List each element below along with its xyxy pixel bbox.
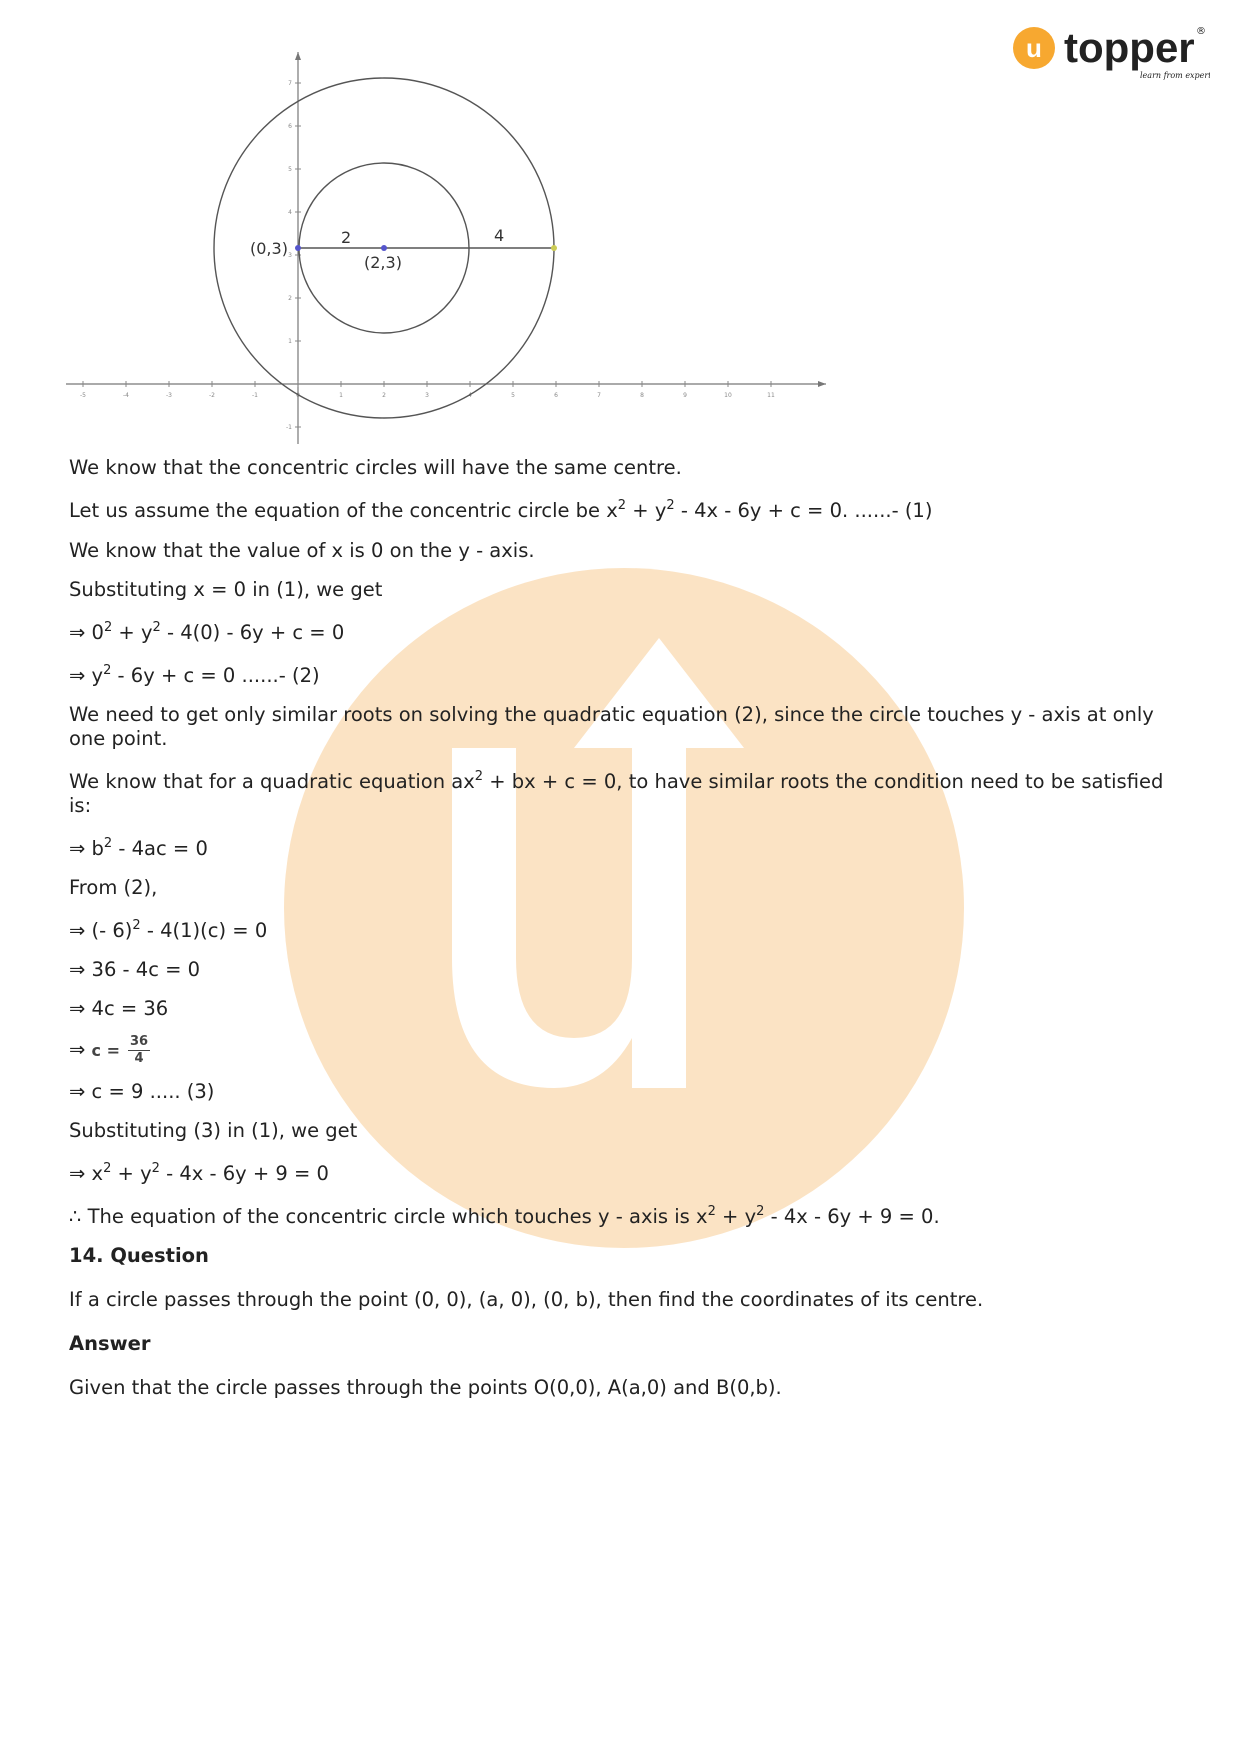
y-tick-label: 1 [288, 338, 292, 345]
equation-line-5: ⇒ $0^2 + y^2 - 4(0) - 6y + c = 0$ [69, 619, 345, 644]
geometry-figure [66, 52, 836, 444]
point-b-marker [551, 245, 557, 251]
text-line-10: From (2), [69, 876, 158, 899]
y-tick-label: 4 [288, 209, 292, 216]
x-tick-label: 7 [597, 392, 601, 399]
equation-line-9: ⇒ $b^2 - 4ac = 0$ [69, 835, 208, 860]
question-text: If a circle passes through the point (0, 0), (a, 0), (0, b), then find the coordinates of its centre. [69, 1288, 984, 1311]
y-tick-label: -1 [286, 424, 292, 431]
x-tick-label: 2 [382, 392, 386, 399]
x-axis-arrow-icon [818, 381, 826, 387]
label-radius-small: 2 [341, 228, 352, 247]
x-tick-label: 9 [683, 392, 687, 399]
x-tick-label: 1 [339, 392, 343, 399]
answer-title: Answer [69, 1332, 151, 1355]
label-centre: (2,3) [364, 253, 402, 272]
registered-mark: ® [1196, 26, 1206, 37]
equation-line-17: ⇒ $x^2 + y^2 - 4x - 6y + 9 = 0$ [69, 1160, 329, 1185]
point-a-marker [295, 245, 301, 251]
y-tick-label: 2 [288, 295, 292, 302]
fraction: $\frac{36}{4}$ [130, 1034, 149, 1066]
y-tick-label: 6 [288, 123, 292, 130]
text-line-8: We know that for a quadratic equation $ax^2$ + bx + c = 0, to have similar roots the condition need to be satisfied is: [69, 768, 1164, 817]
question-title: 14. Question [69, 1244, 209, 1267]
x-tick-label: -3 [166, 392, 172, 399]
equation-line-13: ⇒ 4c = 36 [69, 997, 169, 1020]
text-line-4: Substituting x = 0 in (1), we get [69, 578, 383, 601]
x-tick-label: 4 [468, 392, 472, 399]
equation-line-11: ⇒ (- 6)$^2$ - 4(1)(c) = 0 [69, 917, 268, 942]
label-radius-big: 4 [494, 226, 505, 245]
brand-tagline: learn from experts [1140, 71, 1210, 80]
x-tick-label: 6 [554, 392, 558, 399]
x-tick-label: 11 [767, 392, 775, 399]
equation-line-6: ⇒ $y^2 - 6y + c = 0$ ......- (2) [69, 662, 320, 687]
text-line-7: We need to get only similar roots on solving the quadratic equation (2), since the circle touches y - axis at only one point. [69, 703, 1154, 750]
equation-line-12: ⇒ 36 - 4c = 0 [69, 958, 201, 981]
y-axis-arrow-icon [295, 52, 301, 60]
solution-content [69, 456, 1169, 1400]
y-tick-label: 5 [288, 166, 292, 173]
x-tick-label: 3 [425, 392, 429, 399]
text-line-3: We know that the value of x is 0 on the y - axis. [69, 539, 535, 562]
x-tick-label: 0 [296, 392, 300, 399]
x-tick-label: -5 [80, 392, 86, 399]
y-tick-label: 3 [288, 252, 292, 259]
x-tick-label: 5 [511, 392, 515, 399]
equation-line-15: ⇒ c = 9 ..... (3) [69, 1080, 215, 1103]
text-line-1: We know that the concentric circles will have the same centre. [69, 456, 682, 479]
y-tick-label: 7 [288, 80, 292, 87]
conclusion-line: ∴ The equation of the concentric circle which touches y - axis is $x^2 + y^2 - 4x - 6y + 9 = 0$. [69, 1203, 940, 1228]
brand-badge-letter: u [1026, 33, 1042, 63]
x-tick-label: -2 [209, 392, 215, 399]
centre-marker [381, 245, 387, 251]
text-line-16: Substituting (3) in (1), we get [69, 1119, 358, 1142]
x-tick-label: -1 [252, 392, 258, 399]
answer-text: Given that the circle passes through the points O(0,0), A(a,0) and B(0,b). [69, 1376, 782, 1399]
text-line-2: Let us assume the equation of the concentric circle be $x^2 + y^2 - 4x - 6y + c = 0$. ......- (1) [69, 497, 933, 522]
x-tick-label: -4 [123, 392, 129, 399]
x-tick-label: 8 [640, 392, 644, 399]
label-point-a: (0,3) [250, 239, 288, 258]
equation-line-14: ⇒ c = $\frac{36}{4}$ [69, 1034, 149, 1066]
brand-name: topper [1064, 24, 1195, 71]
brand-logo [1010, 22, 1210, 86]
x-tick-label: 10 [724, 392, 732, 399]
